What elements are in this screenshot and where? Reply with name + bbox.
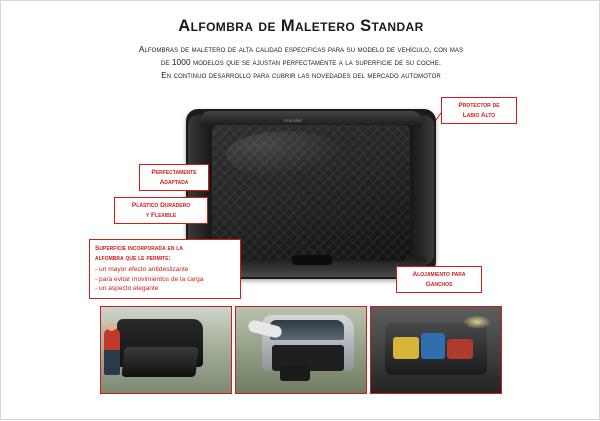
- gallery-strip: [100, 306, 502, 394]
- page-title: Alfombra de Maletero Standar: [178, 17, 424, 35]
- callout-plastico-duradero: [114, 197, 208, 224]
- callout-adaptada-line-1: Perfectamente: [151, 169, 197, 176]
- mat-logo-text: standar: [284, 118, 303, 123]
- photo-b-bag: [280, 365, 310, 381]
- callout-superficie-item-3: - un aspecto elegante: [95, 285, 159, 293]
- callout-labio-line-2: Labio Alto: [462, 111, 496, 119]
- callout-labio-line-1: Protector de: [458, 102, 500, 109]
- callout-superficie-item-1: - un mayor efecto antideslizante: [95, 266, 189, 274]
- callout-adaptada-line-2: Adaptada: [159, 178, 189, 186]
- callout-perfectamente-adaptada: [139, 164, 209, 191]
- mat-notch: [292, 255, 332, 265]
- mat-lip-right: [408, 115, 434, 265]
- callout-ganchos-line-2: Ganchos: [425, 280, 453, 288]
- gallery-photo-mat-on-grass: [100, 306, 232, 394]
- photo-c-bag-yellow: [393, 337, 419, 359]
- callout-superficie-heading-line-1: Superficie incorporada en la: [95, 245, 183, 252]
- callout-plastico-line-2: y Flexible: [145, 211, 177, 219]
- page-subtitle: [61, 43, 541, 82]
- callout-protector-labio-alto: [441, 97, 517, 124]
- callout-superficie-list: [95, 265, 235, 294]
- callout-superficie-heading-line-2: alfombra que le permite:: [95, 254, 171, 262]
- photo-a-mat: [121, 347, 198, 377]
- callout-superficie-incorporada: [89, 239, 241, 299]
- photo-a-person: [104, 329, 120, 375]
- subtitle-line-1: Alfombras de maletero de alta calidad especificas para su modelo de vehículo, con mas: [138, 44, 464, 54]
- mat-highlight: [226, 131, 346, 179]
- photo-c-bag-blue: [421, 333, 445, 359]
- subtitle-line-2: de 1000 modelos que se ajustan perfectamente a la superficie de su coche.: [160, 57, 442, 67]
- callout-alojamiento-ganchos: [396, 266, 482, 293]
- subtitle-line-3: En continuo desarrollo para cubrir las novedades del mercado automotor: [161, 70, 441, 80]
- photo-c-bag-red: [447, 339, 473, 359]
- gallery-photo-loading-boot: [235, 306, 367, 394]
- gallery-photo-boot-with-luggage: [370, 306, 502, 394]
- callout-ganchos-line-1: Alojamiento para: [412, 271, 466, 278]
- photo-a-person-head: [107, 322, 116, 331]
- callout-superficie-item-2: - para evitar movimientos de la carga: [95, 275, 204, 283]
- photo-c-boot-light: [463, 315, 491, 329]
- callout-plastico-line-1: Plástico Duradero: [131, 202, 191, 209]
